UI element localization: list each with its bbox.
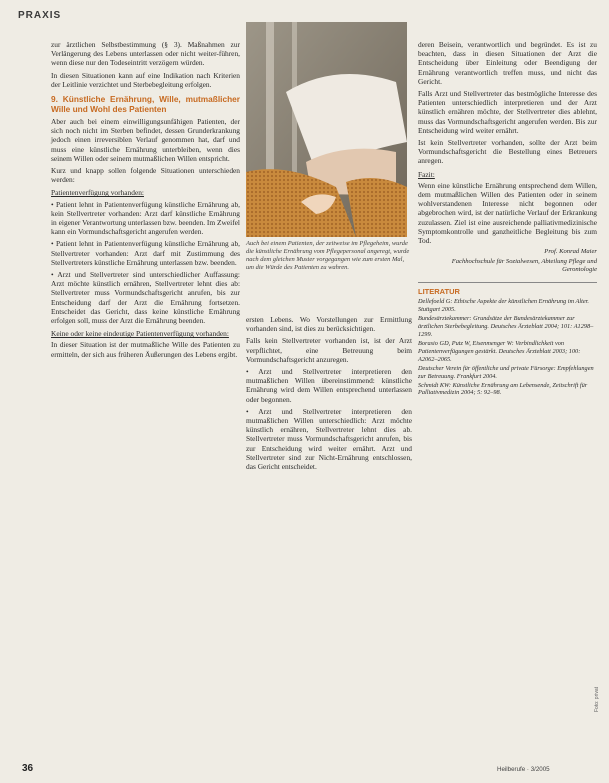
literature-list <box>418 298 597 397</box>
paragraph: deren Beisein, verantwortlich und begründet. Es ist zu beachten, dass in diesen Situationen der Arzt die Entscheidung über Einleitung oder Beendigung der Ernährung verantwortlich treffen muss, und nicht das Gericht. <box>418 40 597 86</box>
subheading: Fazit: <box>418 169 435 179</box>
paragraph: Wenn eine künstliche Ernährung entsprechend dem Willen, dem mutmaßlichen Willen des Patienten oder in seinem wohlverstandenen Interesse nicht begonnen oder abgebrochen wird, ist der natürliche Verlauf der Erkrankung zuzulassen. Ziel ist eine ausreichende palliativmedizinische Symptomkontrolle und ganzheitliche Begleitung bis zum Tod. <box>418 180 597 246</box>
page-number: 36 <box>22 763 34 774</box>
paragraph: Kurz und knapp sollen folgende Situationen unterschieden werden: <box>51 166 240 185</box>
author-name: Prof. Konrad Maier <box>544 248 597 256</box>
column-middle <box>246 315 412 474</box>
section-header: PRAXIS <box>18 10 62 21</box>
magazine-issue: Heilberufe · 3/2005 <box>497 766 550 773</box>
section-heading: 9. Künstliche Ernährung, Wille, mutmaßlicher Wille und Wohl des Patienten <box>51 94 240 115</box>
literature-item: Borasio GD, Putz W, Eisenmenger W: Verbindlichkeit von Patientenverfügungen gestärkt. Deutsches Ärzteblatt 2003; 100: A2062–2065. <box>418 340 581 363</box>
literature-item: Bundesärztekammer: Grundsätze der Bundesärztekammer zur ärztlichen Sterbebegleitung. Deutsches Ärzteblatt 2004; 101: A1298–1299. <box>418 315 594 339</box>
article-photo <box>246 22 407 237</box>
subheading: Patientenverfügung vorhanden: <box>51 188 144 198</box>
paragraph: Falls kein Stellvertreter vorhanden ist, ist der Arzt verpflichtet, eine Betreuung beim Vormundschaftsgericht anzuregen. <box>246 336 412 364</box>
bullet-item: • Patient lehnt in Patientenverfügung künstliche Ernährung ab, Stellvertreter vorhanden: Arzt darf mit Zustimmung des Stellvertreters künstliche Ernährung unterlassen bzw. beenden. <box>51 239 240 267</box>
subheading: Keine oder keine eindeutige Patientenverfügung vorhanden: <box>51 329 229 339</box>
literature-heading: LITERATUR <box>418 282 597 296</box>
paragraph: Ist kein Stellvertreter vorhanden, sollte der Arzt beim Vormundschaftsgericht die Bestellung eines Betreuers anregen. <box>418 138 597 166</box>
bullet-item: • Arzt und Stellvertreter sind unterschiedlicher Auffassung: Arzt möchte künstlich ernähren, Stellvertreter lehnt dies ab: Stellvertreter muss Vormundschaftsgericht anrufen, bis zur Entscheidung darf der Arzt die Ernährung fortsetzen. Entscheidet das Gericht, dass keine künstliche Ernährung erfolgen soll, muss der Arzt die Ernährung beenden. <box>51 270 240 326</box>
bullet-item: • Arzt und Stellvertreter interpretieren den mutmaßlichen Willen übereinstimmend: künstliche Ernährung wird dem Willen entsprechend unterlassen oder begonnen. <box>246 367 412 404</box>
paragraph: Falls Arzt und Stellvertreter das bestmögliche Interesse des Patienten unterschiedlich interpretieren und der Arzt künstlich ernähren möchte, der Stellvertreter dies ablehnt, muss das Vormundschaftsgericht angerufen werden. Bis zur Entscheidung wird weiter ernährt. <box>418 89 597 135</box>
literature-item: Schmidt KW: Künstliche Ernährung am Lebensende, Zeitschrift für Palliativmedizin 2004; 5: 92–98. <box>418 381 588 397</box>
literature-item: Deutscher Verein für öffentliche und private Fürsorge: Empfehlungen zur Betreuung. Frankfurt 2004. <box>418 364 594 380</box>
paragraph: zur ärztlichen Selbstbestimmung (§ 3). Maßnahmen zur Verlängerung des Lebens unterlassen oder nicht weiter-führen, wenn diese nur den Todeseintritt verzögern würden. <box>51 40 240 68</box>
paragraph: In diesen Situationen kann auf eine Indikation nach Kriterien der Leitlinie verzichtet und Sterbebegleitung erfolgen. <box>51 70 240 89</box>
author-affiliation: Fachhochschule für Sozialwesen, Abteilung Pflege und Gerontologie <box>451 258 597 274</box>
photo-hands-feeding <box>246 22 407 237</box>
photo-credit: Foto: privat <box>594 686 600 712</box>
paragraph: In dieser Situation ist der mutmaßliche Wille des Patienten zu ermitteln, der sich aus früheren Äußerungen des Lebens ergibt. <box>51 340 240 359</box>
bullet-item: • Arzt und Stellvertreter interpretieren den mutmaßlichen Willen unterschiedlich: Arzt möchte künstlich ernähren, Stellvertreter lehnt dies ab. Stellvertreter muss Vormundschaftsgericht anrufen, bis zur Entscheidung wird weiter ernährt. Arzt und Stellvertreter sind zur Nicht-Ernährung entschlossen, das Gericht entscheidet. <box>246 406 412 472</box>
column-left <box>51 40 240 362</box>
literature-item: Dellefoeld G: Ethische Aspekte der künstlichen Ernährung im Alter. Stuttgart 2005. <box>418 298 589 314</box>
paragraph: ersten Lebens. Wo Vorstellungen zur Ermittlung vorhanden sind, ist dies zu berücksichtigen. <box>246 315 412 334</box>
photo-caption: Auch bei einem Patienten, der zeitweise im Pflegeheim, wurde die künstliche Ernährung vom Pflegepersonal angeregt, wurde nach dem gleichen Muster vorgegangen wie zum ersten Mal, um die Würde des Patienten zu wahren. <box>246 240 410 271</box>
column-right <box>418 40 597 398</box>
paragraph: Aber auch bei einem einwilligungsunfähigen Patienten, der sich noch nicht im Sterben befindet, dessen Grunderkrankung jedoch einen irreversiblen Verlauf genommen hat, darf und muss eine künstliche Ernährung unterbleiben, wenn dies seinem Willen oder seinem mutmaßlichen Willen entspricht. <box>51 117 240 163</box>
bullet-item: • Patient lehnt in Patientenverfügung künstliche Ernährung ab, kein Stellvertreter vorhanden: Arzt darf künstliche Ernährung in eigener Verantwortung unterlassen bzw. beenden. Im Zweifel kann ein Vormundschaftsgericht angerufen werden. <box>51 199 240 237</box>
